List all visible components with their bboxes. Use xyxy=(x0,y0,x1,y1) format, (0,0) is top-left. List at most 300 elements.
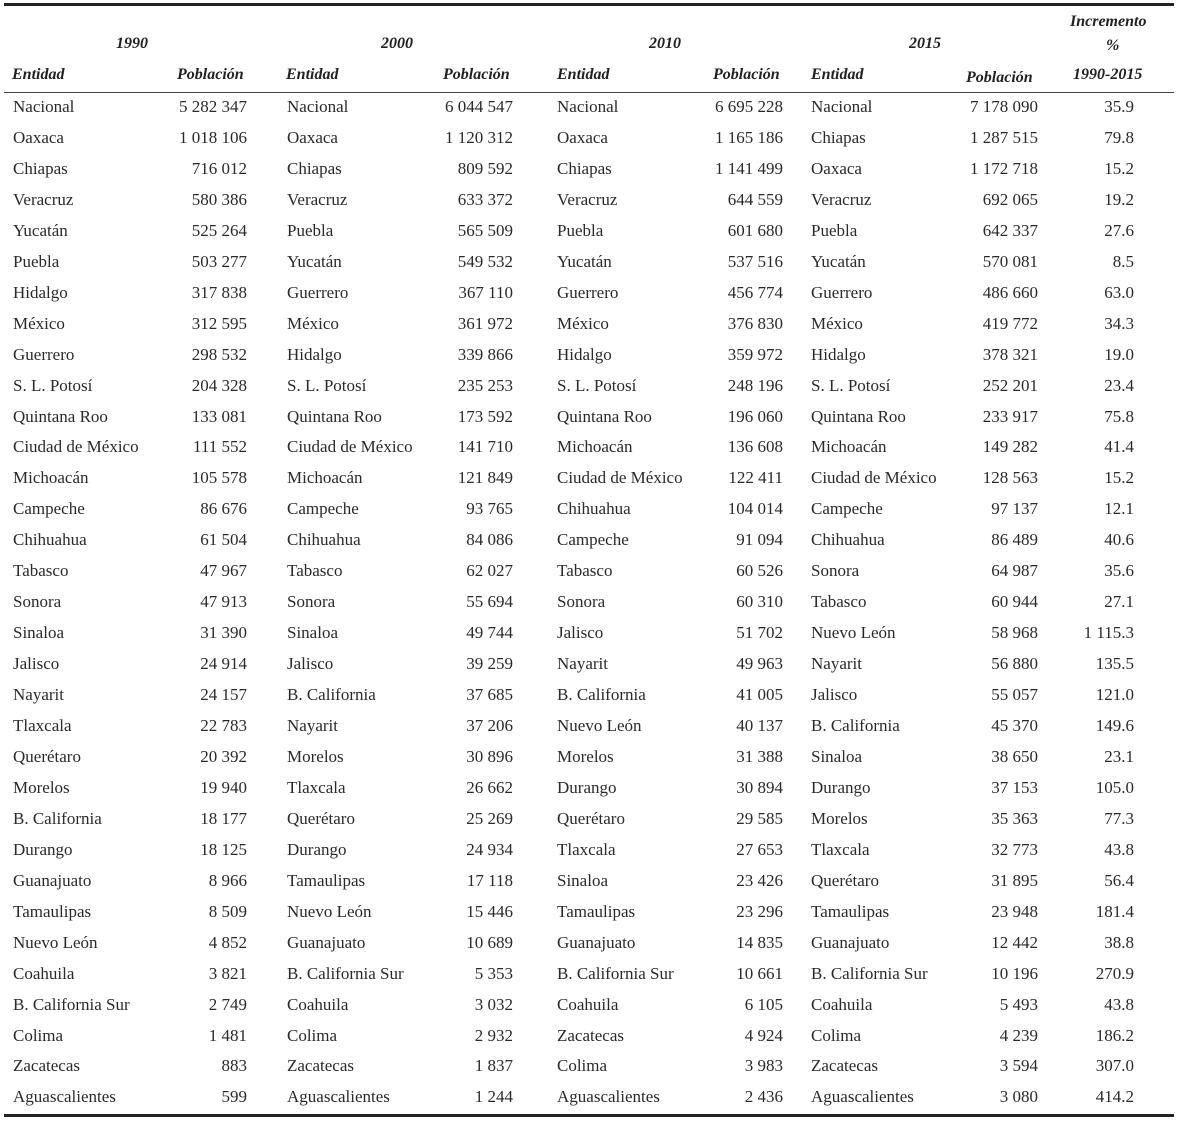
cell-entity-2000: Querétaro xyxy=(287,808,355,828)
year-header-2010: 2010 xyxy=(649,35,681,52)
cell-entity-2015: Ciudad de México xyxy=(811,468,937,488)
cell-entity-1990: Querétaro xyxy=(13,746,81,766)
cell-population-1990: 503 277 xyxy=(191,251,247,271)
cell-entity-2010: S. L. Potosí xyxy=(557,375,637,395)
cell-population-2010: 2 436 xyxy=(744,1087,783,1107)
cell-population-2000: 633 372 xyxy=(457,189,513,209)
cell-entity-2010: Michoacán xyxy=(557,437,633,457)
cell-increment-percent: 307.0 xyxy=(1095,1056,1134,1076)
cell-increment-percent: 15.2 xyxy=(1104,468,1134,488)
cell-population-2000: 549 532 xyxy=(457,251,513,271)
cell-entity-2010: Nacional xyxy=(557,97,619,116)
cell-entity-1990: Chiapas xyxy=(13,158,68,178)
cell-entity-2000: Quintana Roo xyxy=(287,406,382,426)
cell-entity-2010: Zacatecas xyxy=(557,1025,624,1045)
col-header-entity-2010: Entidad xyxy=(557,66,610,83)
cell-entity-2015: Colima xyxy=(811,1025,862,1045)
cell-entity-2015: Zacatecas xyxy=(811,1056,878,1076)
cell-increment-percent: 15.2 xyxy=(1104,158,1134,178)
cell-increment-percent: 35.9 xyxy=(1104,97,1134,116)
cell-entity-2000: S. L. Potosí xyxy=(287,375,367,395)
cell-population-2010: 91 094 xyxy=(736,530,783,550)
cell-entity-2015: Campeche xyxy=(811,499,883,519)
cell-entity-1990: Morelos xyxy=(13,777,70,797)
cell-entity-1990: Oaxaca xyxy=(13,128,64,147)
cell-population-2010: 359 972 xyxy=(727,344,783,364)
cell-entity-2015: B. California xyxy=(811,716,900,735)
cell-entity-2010: Tlaxcala xyxy=(557,839,616,859)
cell-population-2000: 6 044 547 xyxy=(445,97,513,116)
cell-increment-percent: 77.3 xyxy=(1104,808,1134,828)
cell-entity-2000: Ciudad de México xyxy=(287,437,413,457)
cell-population-2015: 31 895 xyxy=(991,870,1038,890)
cell-population-2015: 5 493 xyxy=(999,994,1038,1014)
cell-entity-2000: Colima xyxy=(287,1025,338,1045)
cell-population-2010: 136 608 xyxy=(727,437,783,457)
cell-population-2000: 235 253 xyxy=(457,375,513,395)
cell-population-2015: 692 065 xyxy=(982,189,1038,209)
cell-entity-1990: México xyxy=(13,313,65,333)
cell-entity-2010: Nayarit xyxy=(557,654,608,674)
cell-population-1990: 111 552 xyxy=(193,437,247,457)
cell-increment-percent: 19.0 xyxy=(1104,344,1134,364)
cell-entity-2015: Querétaro xyxy=(811,870,879,890)
cell-population-2015: 37 153 xyxy=(991,777,1038,797)
cell-population-2015: 10 196 xyxy=(991,963,1038,983)
cell-increment-percent: 75.8 xyxy=(1104,406,1134,426)
cell-entity-1990: Tabasco xyxy=(13,561,69,581)
cell-entity-2000: B. California xyxy=(287,685,376,704)
cell-population-2000: 339 866 xyxy=(457,344,513,364)
cell-population-2010: 14 835 xyxy=(736,932,783,952)
cell-population-2010: 51 702 xyxy=(736,623,783,643)
cell-population-2000: 26 662 xyxy=(466,777,513,797)
cell-entity-2000: Puebla xyxy=(287,220,334,240)
cell-population-2015: 3 080 xyxy=(999,1087,1038,1107)
cell-population-2015: 486 660 xyxy=(982,282,1038,302)
cell-entity-2000: Zacatecas xyxy=(287,1056,354,1076)
cell-population-2010: 41 005 xyxy=(736,685,783,704)
increment-header: Incremento xyxy=(1070,13,1147,30)
cell-entity-2015: Jalisco xyxy=(811,685,858,704)
cell-population-1990: 22 783 xyxy=(200,716,247,735)
cell-entity-1990: B. California xyxy=(13,808,102,828)
cell-entity-2015: Nacional xyxy=(811,97,873,116)
cell-population-1990: 317 838 xyxy=(191,282,247,302)
cell-population-1990: 61 504 xyxy=(200,530,247,550)
cell-increment-percent: 1 115.3 xyxy=(1083,623,1134,643)
cell-population-1990: 8 966 xyxy=(208,870,247,890)
cell-entity-1990: Zacatecas xyxy=(13,1056,80,1076)
cell-entity-2015: Durango xyxy=(811,777,871,797)
cell-population-1990: 47 913 xyxy=(200,592,247,612)
cell-population-2000: 62 027 xyxy=(466,561,513,581)
increment-percent-sign: % xyxy=(1106,37,1120,54)
cell-population-1990: 24 914 xyxy=(200,654,247,674)
cell-entity-1990: Nacional xyxy=(13,97,75,116)
cell-population-2010: 27 653 xyxy=(736,839,783,859)
cell-entity-2015: Chihuahua xyxy=(811,530,885,550)
cell-population-2015: 60 944 xyxy=(991,592,1038,612)
cell-population-2000: 3 032 xyxy=(474,994,513,1014)
cell-population-2000: 17 118 xyxy=(466,870,513,890)
cell-entity-1990: Nayarit xyxy=(13,685,64,704)
cell-increment-percent: 35.6 xyxy=(1104,561,1134,581)
col-header-population-2000: Población xyxy=(443,66,510,83)
cell-entity-2015: Nuevo León xyxy=(811,623,896,643)
cell-entity-2015: B. California Sur xyxy=(811,963,928,983)
col-header-population-2010: Población xyxy=(713,66,780,83)
cell-population-2010: 3 983 xyxy=(744,1056,783,1076)
cell-entity-2010: Puebla xyxy=(557,220,604,240)
col-header-population-2015: Población xyxy=(966,69,1033,86)
cell-entity-2010: Tabasco xyxy=(557,561,613,581)
cell-population-2015: 97 137 xyxy=(991,499,1038,519)
cell-population-2010: 6 695 228 xyxy=(715,97,783,116)
cell-entity-2015: Guanajuato xyxy=(811,932,890,952)
cell-population-1990: 312 595 xyxy=(191,313,247,333)
cell-increment-percent: 105.0 xyxy=(1095,777,1134,797)
cell-entity-1990: Colima xyxy=(13,1025,64,1045)
cell-population-2000: 1 120 312 xyxy=(445,128,513,147)
cell-entity-1990: Durango xyxy=(13,839,73,859)
cell-population-2015: 55 057 xyxy=(991,685,1038,704)
cell-entity-2015: Quintana Roo xyxy=(811,406,906,426)
cell-entity-2010: B. California Sur xyxy=(557,963,674,983)
cell-population-1990: 47 967 xyxy=(200,561,247,581)
cell-entity-2010: Oaxaca xyxy=(557,128,608,147)
cell-population-2010: 456 774 xyxy=(727,282,783,302)
cell-entity-2000: Nayarit xyxy=(287,716,338,735)
cell-population-2015: 233 917 xyxy=(982,406,1038,426)
cell-population-1990: 18 177 xyxy=(200,808,247,828)
cell-entity-2000: Morelos xyxy=(287,746,344,766)
cell-population-2015: 32 773 xyxy=(991,839,1038,859)
cell-entity-2015: Oaxaca xyxy=(811,158,862,178)
cell-entity-1990: Hidalgo xyxy=(13,282,68,302)
cell-population-2000: 2 932 xyxy=(474,1025,513,1045)
cell-increment-percent: 414.2 xyxy=(1095,1087,1134,1107)
cell-population-2010: 6 105 xyxy=(744,994,783,1014)
cell-entity-2010: B. California xyxy=(557,685,646,704)
cell-entity-2015: Tabasco xyxy=(811,592,867,612)
cell-population-2015: 7 178 090 xyxy=(970,97,1038,116)
cell-population-2010: 644 559 xyxy=(727,189,783,209)
cell-population-2010: 29 585 xyxy=(736,808,783,828)
cell-entity-2010: Jalisco xyxy=(557,623,604,643)
cell-entity-2015: Chiapas xyxy=(811,128,866,147)
cell-increment-percent: 38.8 xyxy=(1104,932,1134,952)
cell-entity-2010: Aguascalientes xyxy=(557,1087,660,1107)
cell-population-2000: 37 206 xyxy=(466,716,513,735)
cell-increment-percent: 43.8 xyxy=(1104,994,1134,1014)
col-header-increment-period: 1990-2015 xyxy=(1073,66,1143,83)
cell-population-2000: 173 592 xyxy=(457,406,513,426)
cell-entity-2010: Tamaulipas xyxy=(557,901,636,921)
cell-entity-2000: Jalisco xyxy=(287,654,334,674)
cell-population-2015: 58 968 xyxy=(991,623,1038,643)
cell-entity-2000: Coahuila xyxy=(287,994,349,1014)
cell-population-1990: 86 676 xyxy=(200,499,247,519)
cell-entity-2015: Nayarit xyxy=(811,654,862,674)
cell-population-2000: 25 269 xyxy=(466,808,513,828)
cell-entity-2000: México xyxy=(287,313,339,333)
cell-population-2015: 642 337 xyxy=(982,220,1038,240)
cell-increment-percent: 23.4 xyxy=(1104,375,1134,395)
cell-entity-2015: Guerrero xyxy=(811,282,873,302)
cell-entity-1990: Nuevo León xyxy=(13,932,98,952)
cell-population-2015: 1 172 718 xyxy=(970,158,1038,178)
cell-population-2010: 10 661 xyxy=(736,963,783,983)
cell-population-2000: 809 592 xyxy=(457,158,513,178)
cell-entity-2015: Hidalgo xyxy=(811,344,866,364)
cell-entity-2000: Campeche xyxy=(287,499,359,519)
table-bottom-rule xyxy=(4,1114,1174,1117)
cell-population-1990: 133 081 xyxy=(191,406,247,426)
col-header-entity-1990: Entidad xyxy=(12,66,65,83)
cell-population-2015: 3 594 xyxy=(999,1056,1038,1076)
cell-population-2010: 23 296 xyxy=(736,901,783,921)
cell-entity-1990: Tamaulipas xyxy=(13,901,92,921)
cell-population-1990: 18 125 xyxy=(200,839,247,859)
cell-population-2000: 361 972 xyxy=(457,313,513,333)
cell-entity-2010: Chiapas xyxy=(557,158,612,178)
cell-population-1990: 298 532 xyxy=(191,344,247,364)
cell-population-2000: 30 896 xyxy=(466,746,513,766)
cell-entity-2010: México xyxy=(557,313,609,333)
cell-entity-2015: Veracruz xyxy=(811,189,872,209)
cell-increment-percent: 63.0 xyxy=(1104,282,1134,302)
cell-entity-2010: Querétaro xyxy=(557,808,625,828)
cell-population-2015: 378 321 xyxy=(982,344,1038,364)
cell-entity-2000: Michoacán xyxy=(287,468,363,488)
cell-entity-2015: Aguascalientes xyxy=(811,1087,914,1107)
cell-entity-2000: Nuevo León xyxy=(287,901,372,921)
cell-population-2010: 31 388 xyxy=(736,746,783,766)
cell-entity-2015: S. L. Potosí xyxy=(811,375,891,395)
cell-population-1990: 3 821 xyxy=(208,963,247,983)
cell-entity-2010: Morelos xyxy=(557,746,614,766)
cell-entity-2010: Chihuahua xyxy=(557,499,631,519)
cell-increment-percent: 34.3 xyxy=(1104,313,1134,333)
cell-increment-percent: 121.0 xyxy=(1095,685,1134,704)
cell-entity-2010: Sonora xyxy=(557,592,606,612)
cell-entity-2000: Durango xyxy=(287,839,347,859)
cell-entity-2000: Tabasco xyxy=(287,561,343,581)
cell-entity-2000: Guanajuato xyxy=(287,932,366,952)
table-top-rule xyxy=(4,3,1174,6)
cell-entity-2015: Sonora xyxy=(811,561,860,581)
cell-population-2000: 37 685 xyxy=(466,685,513,704)
cell-population-2010: 40 137 xyxy=(736,716,783,735)
cell-increment-percent: 12.1 xyxy=(1104,499,1134,519)
cell-population-2015: 252 201 xyxy=(982,375,1038,395)
cell-population-2000: 565 509 xyxy=(457,220,513,240)
cell-population-1990: 716 012 xyxy=(191,158,247,178)
cell-population-2000: 10 689 xyxy=(466,932,513,952)
cell-population-2010: 196 060 xyxy=(727,406,783,426)
cell-population-2015: 35 363 xyxy=(991,808,1038,828)
cell-population-2010: 601 680 xyxy=(727,220,783,240)
cell-population-1990: 31 390 xyxy=(200,623,247,643)
cell-entity-2000: Tamaulipas xyxy=(287,870,366,890)
cell-population-1990: 1 481 xyxy=(208,1025,247,1045)
cell-entity-2000: Yucatán xyxy=(287,251,342,271)
cell-increment-percent: 79.8 xyxy=(1104,128,1134,147)
cell-population-2000: 84 086 xyxy=(466,530,513,550)
cell-entity-2015: Michoacán xyxy=(811,437,887,457)
cell-entity-2000: Veracruz xyxy=(287,189,348,209)
year-header-1990: 1990 xyxy=(116,35,148,52)
cell-entity-1990: Aguascalientes xyxy=(13,1087,116,1107)
cell-entity-2015: Yucatán xyxy=(811,251,866,271)
cell-population-2000: 24 934 xyxy=(466,839,513,859)
cell-increment-percent: 56.4 xyxy=(1104,870,1134,890)
cell-population-2010: 537 516 xyxy=(727,251,783,271)
cell-population-2000: 49 744 xyxy=(466,623,513,643)
cell-population-1990: 4 852 xyxy=(208,932,247,952)
cell-population-2015: 45 370 xyxy=(991,716,1038,735)
cell-entity-1990: Ciudad de México xyxy=(13,437,139,457)
cell-entity-1990: Sonora xyxy=(13,592,62,612)
cell-population-1990: 1 018 106 xyxy=(179,128,247,147)
col-header-population-1990: Población xyxy=(177,66,244,83)
cell-population-2000: 39 259 xyxy=(466,654,513,674)
cell-population-2015: 23 948 xyxy=(991,901,1038,921)
cell-population-2015: 570 081 xyxy=(982,251,1038,271)
cell-entity-2010: Nuevo León xyxy=(557,716,642,735)
col-header-entity-2015: Entidad xyxy=(811,66,864,83)
cell-entity-2015: Sinaloa xyxy=(811,746,862,766)
cell-increment-percent: 40.6 xyxy=(1104,530,1134,550)
cell-entity-2010: Yucatán xyxy=(557,251,612,271)
cell-population-1990: 8 509 xyxy=(208,901,247,921)
cell-entity-2015: Tamaulipas xyxy=(811,901,890,921)
cell-increment-percent: 27.6 xyxy=(1104,220,1134,240)
cell-entity-1990: Jalisco xyxy=(13,654,60,674)
cell-population-2010: 49 963 xyxy=(736,654,783,674)
cell-entity-1990: Tlaxcala xyxy=(13,716,72,735)
cell-population-1990: 204 328 xyxy=(191,375,247,395)
cell-population-2000: 121 849 xyxy=(457,468,513,488)
cell-entity-1990: Chihuahua xyxy=(13,530,87,550)
cell-population-2015: 149 282 xyxy=(982,437,1038,457)
cell-increment-percent: 270.9 xyxy=(1095,963,1134,983)
cell-entity-2000: Sonora xyxy=(287,592,336,612)
cell-increment-percent: 135.5 xyxy=(1095,654,1134,674)
cell-population-2010: 1 141 499 xyxy=(715,158,783,178)
cell-population-1990: 525 264 xyxy=(191,220,247,240)
cell-entity-2000: Sinaloa xyxy=(287,623,338,643)
cell-population-2000: 141 710 xyxy=(457,437,513,457)
cell-entity-2010: Colima xyxy=(557,1056,608,1076)
cell-population-1990: 580 386 xyxy=(191,189,247,209)
cell-population-2010: 60 310 xyxy=(736,592,783,612)
cell-population-2015: 4 239 xyxy=(999,1025,1038,1045)
cell-entity-1990: Veracruz xyxy=(13,189,74,209)
cell-entity-1990: Yucatán xyxy=(13,220,68,240)
cell-entity-2010: Campeche xyxy=(557,530,629,550)
cell-increment-percent: 186.2 xyxy=(1095,1025,1134,1045)
cell-entity-1990: Coahuila xyxy=(13,963,75,983)
cell-population-2015: 128 563 xyxy=(982,468,1038,488)
cell-entity-1990: Sinaloa xyxy=(13,623,64,643)
cell-entity-2010: Guanajuato xyxy=(557,932,636,952)
cell-entity-2000: Oaxaca xyxy=(287,128,338,147)
cell-entity-2015: Coahuila xyxy=(811,994,873,1014)
cell-entity-1990: Quintana Roo xyxy=(13,406,108,426)
cell-population-1990: 105 578 xyxy=(191,468,247,488)
cell-population-2010: 122 411 xyxy=(728,468,783,488)
cell-population-1990: 19 940 xyxy=(200,777,247,797)
cell-entity-2000: Nacional xyxy=(287,97,349,116)
cell-entity-2010: Quintana Roo xyxy=(557,406,652,426)
cell-entity-2010: Hidalgo xyxy=(557,344,612,364)
cell-entity-1990: B. California Sur xyxy=(13,994,130,1014)
cell-population-1990: 24 157 xyxy=(200,685,247,704)
cell-entity-1990: Puebla xyxy=(13,251,60,271)
cell-entity-2010: Durango xyxy=(557,777,617,797)
cell-increment-percent: 23.1 xyxy=(1104,746,1134,766)
cell-population-2010: 23 426 xyxy=(736,870,783,890)
cell-population-2000: 93 765 xyxy=(466,499,513,519)
cell-population-2015: 38 650 xyxy=(991,746,1038,766)
cell-entity-2000: Hidalgo xyxy=(287,344,342,364)
cell-entity-2000: Aguascalientes xyxy=(287,1087,390,1107)
cell-increment-percent: 19.2 xyxy=(1104,189,1134,209)
cell-entity-2015: México xyxy=(811,313,863,333)
cell-population-2015: 64 987 xyxy=(991,561,1038,581)
cell-entity-1990: Campeche xyxy=(13,499,85,519)
cell-population-2015: 12 442 xyxy=(991,932,1038,952)
cell-entity-2010: Coahuila xyxy=(557,994,619,1014)
cell-population-2015: 1 287 515 xyxy=(970,128,1038,147)
cell-population-2000: 5 353 xyxy=(474,963,513,983)
cell-entity-2010: Veracruz xyxy=(557,189,618,209)
cell-population-2015: 56 880 xyxy=(991,654,1038,674)
cell-entity-2000: Tlaxcala xyxy=(287,777,346,797)
cell-population-2010: 248 196 xyxy=(727,375,783,395)
cell-population-2015: 419 772 xyxy=(982,313,1038,333)
cell-entity-2010: Ciudad de México xyxy=(557,468,683,488)
cell-population-2000: 15 446 xyxy=(466,901,513,921)
col-header-entity-2000: Entidad xyxy=(286,66,339,83)
cell-population-1990: 883 xyxy=(221,1056,247,1076)
cell-population-2010: 30 894 xyxy=(736,777,783,797)
cell-entity-2010: Guerrero xyxy=(557,282,619,302)
cell-population-1990: 20 392 xyxy=(200,746,247,766)
cell-increment-percent: 43.8 xyxy=(1104,839,1134,859)
cell-entity-2015: Puebla xyxy=(811,220,858,240)
year-header-2015: 2015 xyxy=(909,35,941,52)
cell-entity-1990: Michoacán xyxy=(13,468,89,488)
cell-entity-2015: Morelos xyxy=(811,808,868,828)
cell-entity-2000: B. California Sur xyxy=(287,963,404,983)
year-header-2000: 2000 xyxy=(381,35,413,52)
cell-entity-1990: Guanajuato xyxy=(13,870,92,890)
cell-population-2000: 55 694 xyxy=(466,592,513,612)
cell-population-1990: 2 749 xyxy=(208,994,247,1014)
cell-entity-2000: Chihuahua xyxy=(287,530,361,550)
cell-entity-2000: Guerrero xyxy=(287,282,349,302)
cell-entity-1990: Guerrero xyxy=(13,344,75,364)
cell-population-2010: 1 165 186 xyxy=(715,128,783,147)
cell-population-2010: 60 526 xyxy=(736,561,783,581)
cell-entity-2010: Sinaloa xyxy=(557,870,608,890)
cell-entity-1990: S. L. Potosí xyxy=(13,375,93,395)
cell-increment-percent: 8.5 xyxy=(1112,251,1134,271)
cell-population-2000: 1 244 xyxy=(474,1087,513,1107)
